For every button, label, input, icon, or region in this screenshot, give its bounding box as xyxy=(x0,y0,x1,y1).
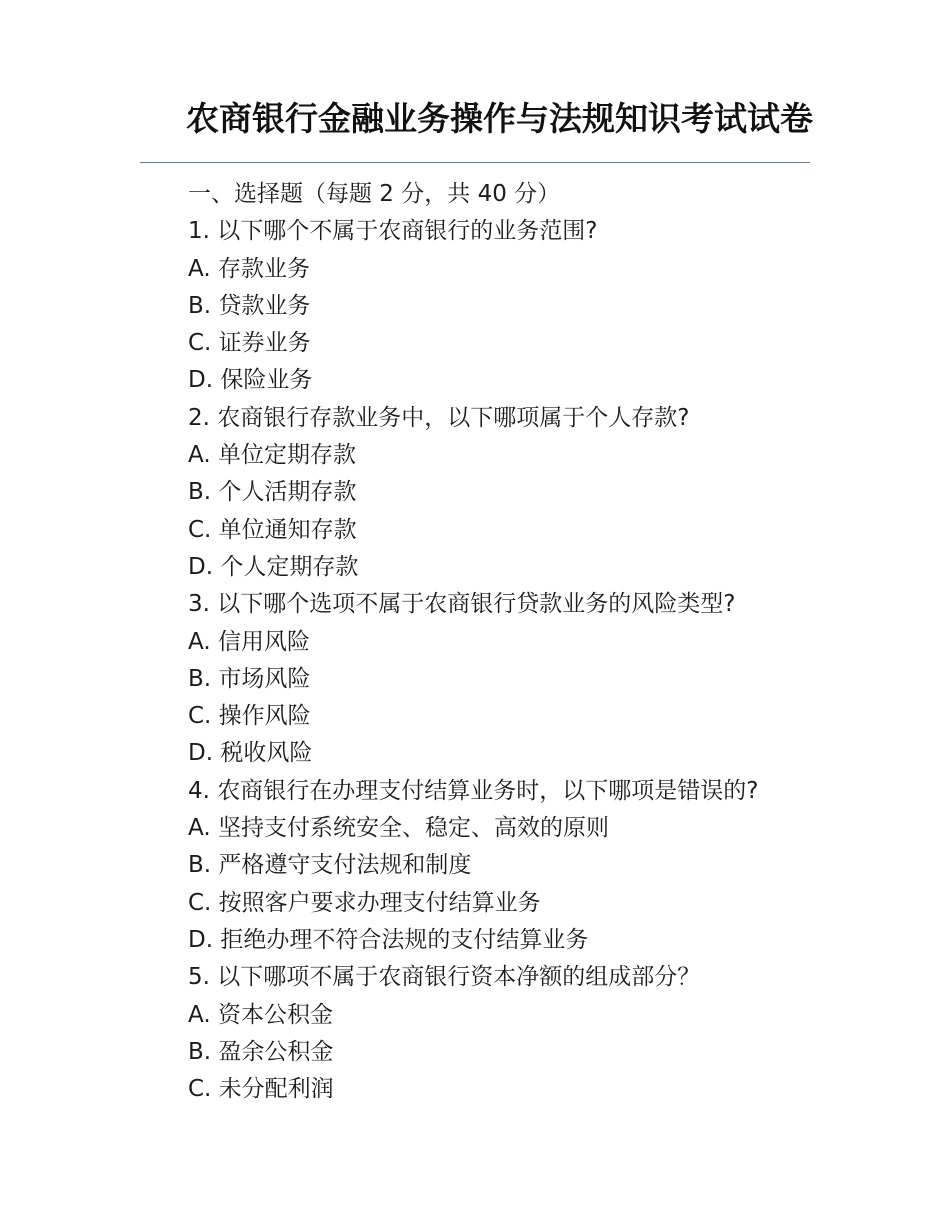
question-list xyxy=(188,176,828,1108)
title-block xyxy=(140,99,813,163)
option-2d: D. 个人定期存款 xyxy=(188,553,359,580)
option-4a: A. 坚持支付系统安全、稳定、高效的原则 xyxy=(188,815,609,842)
option-3d: D. 税收风险 xyxy=(188,740,313,767)
option-5a: A. 资本公积金 xyxy=(188,1001,333,1028)
option-2c: C. 单位通知存款 xyxy=(188,516,357,543)
document-title: 农商银行金融业务操作与法规知识考试试卷 xyxy=(186,99,813,138)
option-1c: C. 证券业务 xyxy=(188,330,311,357)
option-5c: C. 未分配利润 xyxy=(188,1076,334,1103)
question-5: 5. 以下哪项不属于农商银行资本净额的组成部分？ xyxy=(188,964,701,991)
option-3a: A. 信用风险 xyxy=(188,628,310,655)
question-2: 2. 农商银行存款业务中，以下哪项属于个人存款? xyxy=(188,404,690,431)
option-2a: A. 单位定期存款 xyxy=(188,442,356,469)
option-1d: D. 保险业务 xyxy=(188,367,313,394)
section-heading: 一、选择题（每题 2 分，共 40 分） xyxy=(188,181,561,207)
question-4: 4. 农商银行在办理支付结算业务时，以下哪项是错误的? xyxy=(188,777,759,804)
option-5b: B. 盈余公积金 xyxy=(188,1038,334,1065)
option-1a: A. 存款业务 xyxy=(188,255,310,282)
question-3: 3. 以下哪个选项不属于农商银行贷款业务的风险类型? xyxy=(188,591,736,618)
option-1b: B. 贷款业务 xyxy=(188,292,311,319)
option-4b: B. 严格遵守支付法规和制度 xyxy=(188,852,472,879)
question-1: 1. 以下哪个不属于农商银行的业务范围? xyxy=(188,218,598,245)
option-3c: C. 操作风险 xyxy=(188,703,311,730)
option-4c: C. 按照客户要求办理支付结算业务 xyxy=(188,889,541,916)
option-4d: D. 拒绝办理不符合法规的支付结算业务 xyxy=(188,926,589,953)
option-2b: B. 个人活期存款 xyxy=(188,479,357,506)
option-3b: B. 市场风险 xyxy=(188,665,311,692)
